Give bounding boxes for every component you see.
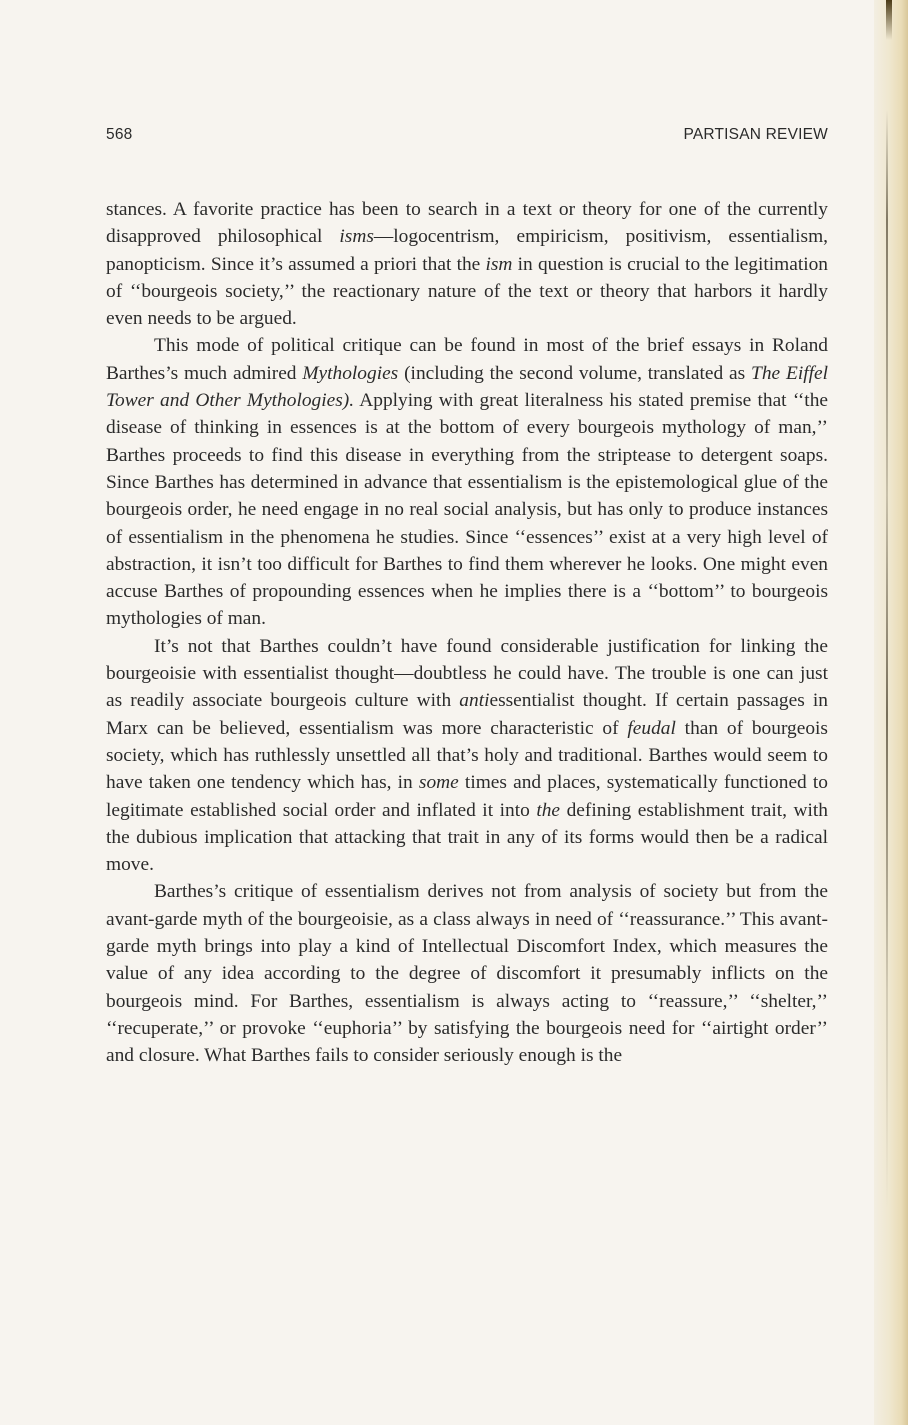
page-number: 568 [106,126,133,143]
text-run: —logocentrism, empiricism, positivism, essentialism, panopticism. Since it’s assumed a priori that the [106,226,829,275]
text-run: This mode of political critique can be found in most of the brief essays in Roland Barthes’s much admired [106,335,828,384]
edge-line [886,110,888,1210]
italic-text: Mythologies [302,362,399,384]
italic-text: The Eiffel Tower and Other Mythologies). [106,362,828,412]
text-run: It’s not that Barthes couldn’t have found considerable justification for linking the bourgeoisie with essentialist thought—doubtless he could have. The trouble is one can just as readily associate bourgeois culture with [106,635,828,712]
paragraph [106,196,828,332]
italic-text: isms [339,226,374,248]
edge-shadow [886,0,892,40]
running-header [106,126,828,150]
text-run: essentialist thought. If certain passages in Marx can be believed, essentialism was more characteristic of [106,690,828,739]
paragraph [106,332,828,632]
italic-text: ism [485,253,513,275]
text-run: (including the second volume, translated as [398,362,752,384]
text-run: Barthes’s critique of essentialism derives not from analysis of society but from the avant-garde myth of the bourgeoisie, as a class always in need of ‘‘reassurance.’’ This avant-garde myth brings into play a kind of Intellectual Discomfort Index, which measures the value of any idea according to the degree of discomfort it presumably inflicts on the bourgeois mind. For Barthes, essentialism is always acting to ‘‘reassure,’’ ‘‘shelter,’’ ‘‘recuperate,’’ or provoke ‘‘euphoria’’ by satisfying the bourgeois need for ‘‘airtight order’’ and closure. What Barthes fails to consider seriously enough is the [106,881,828,1067]
paragraph [106,878,828,1069]
italic-text: feudal [627,717,676,739]
text-run: than of bourgeois society, which has ruthlessly unsettled all that’s holy and traditional. Barthes would seem to have taken one tendency which has, in [106,717,828,794]
text-run: stances. A favorite practice has been to search in a text or theory for one of the currently disapproved philosophical [106,199,828,248]
page-edge-binding [874,0,908,1425]
italic-text: the [536,799,561,821]
text-run: defining establishment trait, with the dubious implication that attacking that trait in any of its forms would then be a radical move. [106,799,828,876]
journal-title: PARTISAN REVIEW [683,126,828,143]
text-run: times and places, systematically functioned to legitimate established social order and inflated it into [106,772,828,821]
paragraph [106,633,828,879]
text-run: Applying with great literalness his stated premise that ‘‘the disease of thinking in essences is at the bottom of every bourgeois mythology of man,’’ Barthes proceeds to find this disease in everything from the striptease to detergent soaps. Since Barthes has determined in advance that essentialism is the epistemological glue of the bourgeois order, he need engage in no real social analysis, but has only to produce instances of essentialism in the phenomena he studies. Since ‘‘essences’’ exist at a very high level of abstraction, it isn’t too difficult for Barthes to find them wherever he looks. One might even accuse Barthes of propounding essences when he implies there is a ‘‘bottom’’ to bourgeois mythologies of man. [106,390,828,630]
text-run: in question is crucial to the legitimation of ‘‘bourgeois society,’’ the reactionary nature of the text or theory that harbors it hardly even needs to be argued. [106,253,828,330]
italic-text: some [418,772,459,794]
article-body [106,196,828,1070]
italic-text: anti [459,690,490,712]
